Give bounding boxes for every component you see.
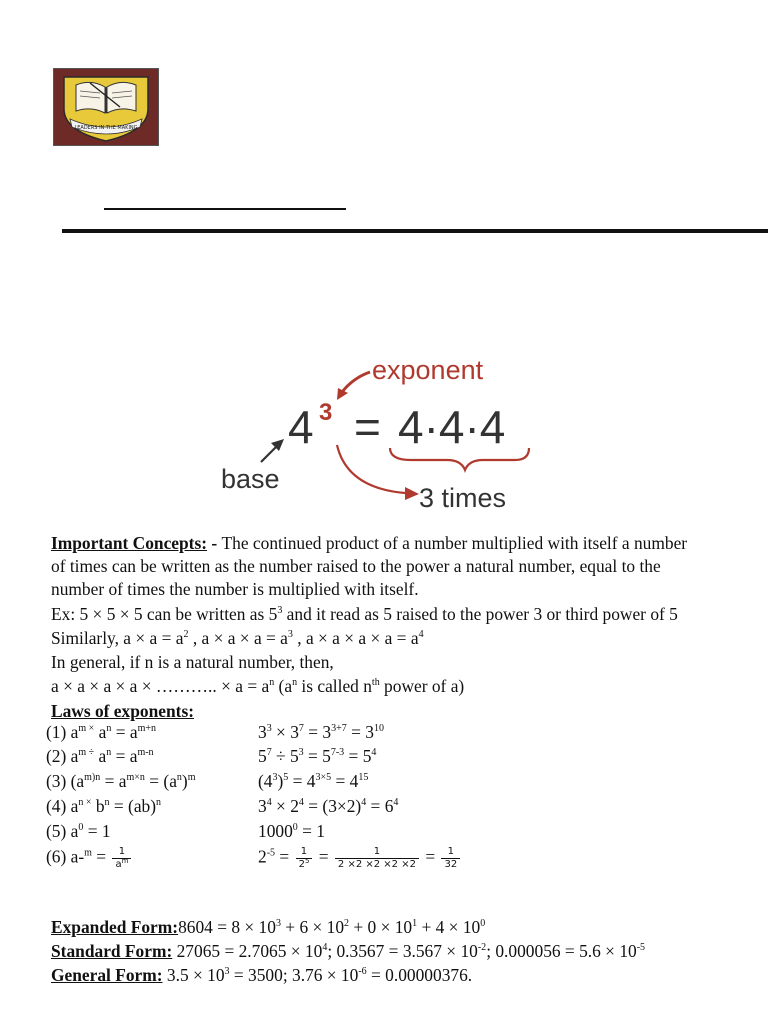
concepts-line-2: of times can be written as the number raised to the power a natural number, equal to the <box>51 556 661 576</box>
standard-form-line: Standard Form: $27065 = 2.7065 \times 10^4$; $0.3567 = 3.567 \times 10^{-2}$; $0.000056 = 5.6 \times 10^{-5}$ <box>51 941 646 961</box>
base-number: 4 <box>288 401 314 453</box>
concepts-dash: - <box>207 533 222 553</box>
fraction-1-over-2-pow-5: $\frac{1}{2^5}$ <box>296 846 313 871</box>
concepts-heading: Important Concepts: <box>51 533 208 553</box>
law-3: (3) ($a^{m)n} = a^{m\times n} = (a^n)^m$ <box>46 771 196 791</box>
concepts-text: The continued product of a number multiplied with itself a number <box>221 533 688 553</box>
base-label: base <box>221 464 280 494</box>
law-4-example: $3^4 \times 2^4 = (3\times 2)^4 = 6^4$ <box>258 796 399 816</box>
times-label: 3 times <box>419 483 507 513</box>
law-1-example: $3^3 \times 3^7 = 3^{3+7} = 3^{10}$ <box>258 722 384 742</box>
exponent-diagram <box>215 350 545 520</box>
law-5: (5) $a^0 = 1$ <box>46 821 111 841</box>
exponent-label: exponent <box>372 355 484 385</box>
logo-motto: LEADERS IN THE MAKING <box>74 125 138 131</box>
standard-form-label: Standard Form: <box>51 941 173 961</box>
power-number: 3 <box>319 399 333 426</box>
expanded-form-label: Expanded Form: <box>51 917 179 937</box>
times-arrowhead <box>405 487 419 500</box>
school-logo <box>53 68 159 146</box>
header-divider <box>62 229 768 233</box>
law-2-example: $5^7 \div 5^3 = 5^{7-3} = 5^4$ <box>258 746 377 766</box>
general-statement: In general, if n is a natural number, then, <box>51 652 334 672</box>
law-1: (1) $a^{m \times}$ $a^n = a^{m+n}$ <box>46 722 157 742</box>
expanded-form-line: Expanded Form:8604 = $8 \times 10^3 + 6 \times 10^2 + 0 \times 10^1 + 4 \times 10^0$ <box>51 917 486 937</box>
law-6-example: $2^{-5}$ = $\frac{1}{2^5}$ = $\frac{1}{2 \times 2 \times 2 \times 2 \times 2}$ = $\frac{1}{32}$ <box>258 846 462 871</box>
title-underline <box>104 208 346 210</box>
open-book-shield-icon <box>54 69 158 145</box>
fraction-1-over-32: $\frac{1}{32}$ <box>441 846 460 871</box>
equals-sign: = <box>354 401 381 453</box>
law-4: (4) $a^{n \times}$ $b^n = (ab)^n$ <box>46 796 162 816</box>
law-2: (2) $a^{m \div}$ $a^n = a^{m-n}$ <box>46 746 154 766</box>
law-6: (6) a-$^m$ = $\frac{1}{a^m}$ <box>46 846 133 871</box>
general-formula: a × a × a × a × ……….. × $a = a^n$ ($a^n$ is called $n^{th}$ power of a) <box>51 676 465 696</box>
law-3-example: $(4^3)^5 = 4^{3\times 5} = 4^{15}$ <box>258 771 369 791</box>
similarly-line: Similarly, $a \times a = a^2$ , $a \times a \times a = a^3$ , $a \times a \times a \times a = a^4$ <box>51 628 424 648</box>
law-5-example: $1000^0 = 1$ <box>258 821 325 841</box>
expansion: 4·4·4 <box>398 401 506 453</box>
general-form-line: General Form: $3.5 \times 10^3 = 3500$; $3.76 \times 10^{-6} = 0.00000376$. <box>51 965 473 985</box>
exponent-arrow <box>342 372 370 392</box>
fraction-1-over-product: $\frac{1}{2 \times 2 \times 2 \times 2 \times 2}$ <box>335 846 419 871</box>
laws-heading: Laws of exponents: <box>51 701 194 721</box>
law-6-fraction: $\frac{1}{a^m}$ <box>112 846 131 871</box>
concepts-line-1 <box>51 532 687 554</box>
concepts-line-3: number of times the number is multiplied with itself. <box>51 579 419 599</box>
example-line: Ex: 5 × 5 × 5 can be written as $5^3$ and it read as 5 raised to the power 3 or third power of 5 <box>51 604 678 624</box>
general-form-label: General Form: <box>51 965 163 985</box>
